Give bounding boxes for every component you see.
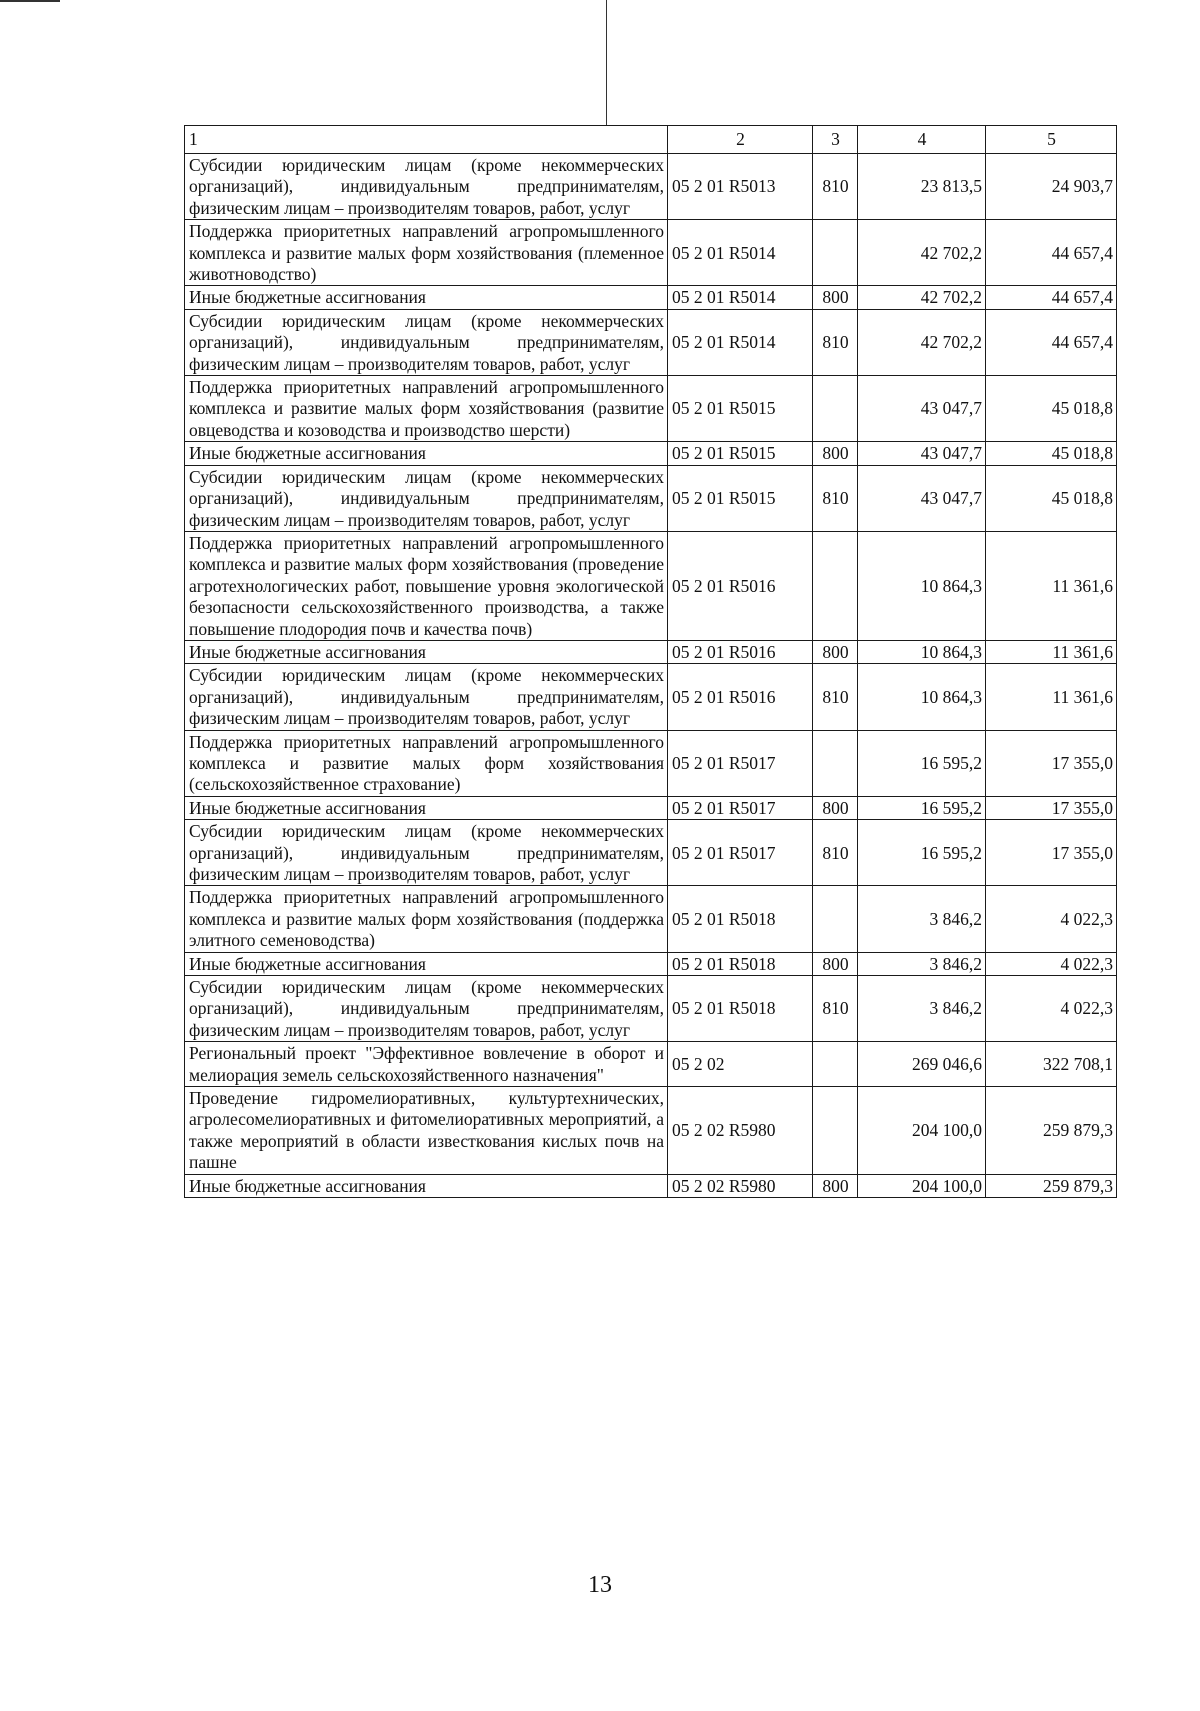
row-value-2024-cell: 10 864,3 bbox=[858, 531, 986, 640]
row-type-cell: 810 bbox=[813, 664, 858, 730]
row-name-cell: Иные бюджетные ассигнования bbox=[185, 952, 668, 975]
table-row bbox=[185, 820, 1117, 886]
table-row bbox=[185, 730, 1117, 796]
row-value-2025-cell: 4 022,3 bbox=[986, 952, 1117, 975]
row-code-cell: 05 2 01 R5018 bbox=[668, 976, 813, 1042]
row-name-cell: Поддержка приоритетных направлений агропромышленного комплекса и развитие малых форм хозяйствования (сельскохозяйственное страхование) bbox=[185, 730, 668, 796]
row-value-2025-cell: 45 018,8 bbox=[986, 465, 1117, 531]
row-value-2024-cell: 10 864,3 bbox=[858, 664, 986, 730]
row-code-cell: 05 2 01 R5015 bbox=[668, 442, 813, 465]
row-type-cell: 810 bbox=[813, 465, 858, 531]
row-type-cell: 800 bbox=[813, 640, 858, 663]
row-code-cell: 05 2 01 R5016 bbox=[668, 531, 813, 640]
table-row bbox=[185, 154, 1117, 220]
row-value-2024-cell: 10 864,3 bbox=[858, 640, 986, 663]
table-row bbox=[185, 220, 1117, 286]
row-type-cell bbox=[813, 220, 858, 286]
row-name-cell: Иные бюджетные ассигнования bbox=[185, 286, 668, 309]
row-type-cell: 800 bbox=[813, 796, 858, 819]
column-header-4: 4 bbox=[858, 126, 986, 154]
row-value-2024-cell: 3 846,2 bbox=[858, 886, 986, 952]
row-name-cell: Субсидии юридическим лицам (кроме некоммерческих организаций), индивидуальным предпринимателям, физическим лицам – производителям товаров, работ, услуг bbox=[185, 664, 668, 730]
row-value-2024-cell: 16 595,2 bbox=[858, 796, 986, 819]
row-value-2025-cell: 44 657,4 bbox=[986, 309, 1117, 375]
budget-table-body bbox=[185, 126, 1117, 1198]
row-name-cell: Субсидии юридическим лицам (кроме некоммерческих организаций), индивидуальным предпринимателям, физическим лицам – производителям товаров, работ, услуг bbox=[185, 154, 668, 220]
row-value-2024-cell: 204 100,0 bbox=[858, 1174, 986, 1197]
table-row bbox=[185, 976, 1117, 1042]
row-value-2024-cell: 43 047,7 bbox=[858, 465, 986, 531]
table-row bbox=[185, 886, 1117, 952]
budget-table bbox=[184, 125, 1117, 1198]
row-value-2025-cell: 11 361,6 bbox=[986, 531, 1117, 640]
row-value-2025-cell: 17 355,0 bbox=[986, 820, 1117, 886]
row-type-cell: 800 bbox=[813, 1174, 858, 1197]
row-type-cell: 800 bbox=[813, 952, 858, 975]
column-header-1: 1 bbox=[185, 126, 668, 154]
row-code-cell: 05 2 01 R5017 bbox=[668, 820, 813, 886]
table-header-row bbox=[185, 126, 1117, 154]
column-header-5: 5 bbox=[986, 126, 1117, 154]
row-name-cell: Субсидии юридическим лицам (кроме некоммерческих организаций), индивидуальным предпринимателям, физическим лицам – производителям товаров, работ, услуг bbox=[185, 465, 668, 531]
row-name-cell: Региональный проект "Эффективное вовлечение в оборот и мелиорация земель сельскохозяйственного назначения" bbox=[185, 1042, 668, 1087]
row-value-2025-cell: 259 879,3 bbox=[986, 1174, 1117, 1197]
row-type-cell: 810 bbox=[813, 154, 858, 220]
row-value-2025-cell: 322 708,1 bbox=[986, 1042, 1117, 1087]
row-value-2025-cell: 44 657,4 bbox=[986, 220, 1117, 286]
row-type-cell: 800 bbox=[813, 442, 858, 465]
row-code-cell: 05 2 01 R5015 bbox=[668, 465, 813, 531]
row-value-2025-cell: 259 879,3 bbox=[986, 1087, 1117, 1175]
row-type-cell: 810 bbox=[813, 820, 858, 886]
row-type-cell bbox=[813, 376, 858, 442]
row-name-cell: Субсидии юридическим лицам (кроме некоммерческих организаций), индивидуальным предпринимателям, физическим лицам – производителям товаров, работ, услуг bbox=[185, 309, 668, 375]
row-name-cell: Поддержка приоритетных направлений агропромышленного комплекса и развитие малых форм хозяйствования (поддержка элитного семеноводства) bbox=[185, 886, 668, 952]
table-row bbox=[185, 442, 1117, 465]
row-value-2025-cell: 44 657,4 bbox=[986, 286, 1117, 309]
row-type-cell: 800 bbox=[813, 286, 858, 309]
row-name-cell: Поддержка приоритетных направлений агропромышленного комплекса и развитие малых форм хозяйствования (племенное животноводство) bbox=[185, 220, 668, 286]
table-row bbox=[185, 952, 1117, 975]
row-value-2024-cell: 3 846,2 bbox=[858, 976, 986, 1042]
row-value-2025-cell: 4 022,3 bbox=[986, 976, 1117, 1042]
row-code-cell: 05 2 02 bbox=[668, 1042, 813, 1087]
table-row bbox=[185, 465, 1117, 531]
row-value-2024-cell: 43 047,7 bbox=[858, 376, 986, 442]
row-type-cell: 810 bbox=[813, 976, 858, 1042]
row-name-cell: Субсидии юридическим лицам (кроме некоммерческих организаций), индивидуальным предпринимателям, физическим лицам – производителям товаров, работ, услуг bbox=[185, 820, 668, 886]
row-value-2024-cell: 269 046,6 bbox=[858, 1042, 986, 1087]
table-row bbox=[185, 531, 1117, 640]
row-value-2025-cell: 17 355,0 bbox=[986, 730, 1117, 796]
row-type-cell bbox=[813, 730, 858, 796]
row-code-cell: 05 2 01 R5016 bbox=[668, 640, 813, 663]
row-code-cell: 05 2 01 R5013 bbox=[668, 154, 813, 220]
row-code-cell: 05 2 01 R5018 bbox=[668, 886, 813, 952]
row-value-2024-cell: 23 813,5 bbox=[858, 154, 986, 220]
row-value-2025-cell: 45 018,8 bbox=[986, 442, 1117, 465]
table-row bbox=[185, 309, 1117, 375]
row-name-cell: Иные бюджетные ассигнования bbox=[185, 640, 668, 663]
table-row bbox=[185, 1087, 1117, 1175]
row-value-2024-cell: 16 595,2 bbox=[858, 730, 986, 796]
table-row bbox=[185, 1174, 1117, 1197]
row-name-cell: Субсидии юридическим лицам (кроме некоммерческих организаций), индивидуальным предпринимателям, физическим лицам – производителям товаров, работ, услуг bbox=[185, 976, 668, 1042]
row-value-2025-cell: 45 018,8 bbox=[986, 376, 1117, 442]
row-code-cell: 05 2 01 R5017 bbox=[668, 796, 813, 819]
table-row bbox=[185, 1042, 1117, 1087]
row-type-cell bbox=[813, 886, 858, 952]
row-value-2024-cell: 42 702,2 bbox=[858, 286, 986, 309]
table-row bbox=[185, 376, 1117, 442]
row-code-cell: 05 2 02 R5980 bbox=[668, 1087, 813, 1175]
row-code-cell: 05 2 01 R5015 bbox=[668, 376, 813, 442]
row-code-cell: 05 2 02 R5980 bbox=[668, 1174, 813, 1197]
scan-mark-top-left bbox=[0, 0, 60, 2]
row-name-cell: Проведение гидромелиоративных, культуртехнических, агролесомелиоративных и фитомелиоративных мероприятий, а также мероприятий в области известкования кислых почв на пашне bbox=[185, 1087, 668, 1175]
row-code-cell: 05 2 01 R5014 bbox=[668, 286, 813, 309]
page-number: 13 bbox=[588, 1572, 612, 1598]
row-type-cell bbox=[813, 1042, 858, 1087]
column-header-3: 3 bbox=[813, 126, 858, 154]
row-value-2024-cell: 204 100,0 bbox=[858, 1087, 986, 1175]
row-name-cell: Иные бюджетные ассигнования bbox=[185, 442, 668, 465]
row-value-2025-cell: 11 361,6 bbox=[986, 640, 1117, 663]
row-name-cell: Поддержка приоритетных направлений агропромышленного комплекса и развитие малых форм хозяйствования (проведение агротехнологических работ, повышение уровня экологической безопасности сельскохозяйственного производства, а также повышение плодородия почв и качества почв) bbox=[185, 531, 668, 640]
row-value-2024-cell: 43 047,7 bbox=[858, 442, 986, 465]
scan-mark-top-center bbox=[606, 0, 607, 125]
row-value-2025-cell: 17 355,0 bbox=[986, 796, 1117, 819]
row-code-cell: 05 2 01 R5018 bbox=[668, 952, 813, 975]
row-name-cell: Иные бюджетные ассигнования bbox=[185, 796, 668, 819]
row-type-cell bbox=[813, 531, 858, 640]
row-value-2024-cell: 42 702,2 bbox=[858, 220, 986, 286]
row-value-2024-cell: 16 595,2 bbox=[858, 820, 986, 886]
table-row bbox=[185, 796, 1117, 819]
column-header-2: 2 bbox=[668, 126, 813, 154]
row-code-cell: 05 2 01 R5016 bbox=[668, 664, 813, 730]
row-name-cell: Иные бюджетные ассигнования bbox=[185, 1174, 668, 1197]
row-value-2025-cell: 11 361,6 bbox=[986, 664, 1117, 730]
table-row bbox=[185, 664, 1117, 730]
row-code-cell: 05 2 01 R5014 bbox=[668, 220, 813, 286]
row-value-2024-cell: 3 846,2 bbox=[858, 952, 986, 975]
row-name-cell: Поддержка приоритетных направлений агропромышленного комплекса и развитие малых форм хозяйствования (развитие овцеводства и козоводства и производство шерсти) bbox=[185, 376, 668, 442]
row-code-cell: 05 2 01 R5017 bbox=[668, 730, 813, 796]
row-value-2025-cell: 24 903,7 bbox=[986, 154, 1117, 220]
table-row bbox=[185, 286, 1117, 309]
row-type-cell bbox=[813, 1087, 858, 1175]
table-row bbox=[185, 640, 1117, 663]
row-value-2024-cell: 42 702,2 bbox=[858, 309, 986, 375]
row-code-cell: 05 2 01 R5014 bbox=[668, 309, 813, 375]
row-type-cell: 810 bbox=[813, 309, 858, 375]
row-value-2025-cell: 4 022,3 bbox=[986, 886, 1117, 952]
